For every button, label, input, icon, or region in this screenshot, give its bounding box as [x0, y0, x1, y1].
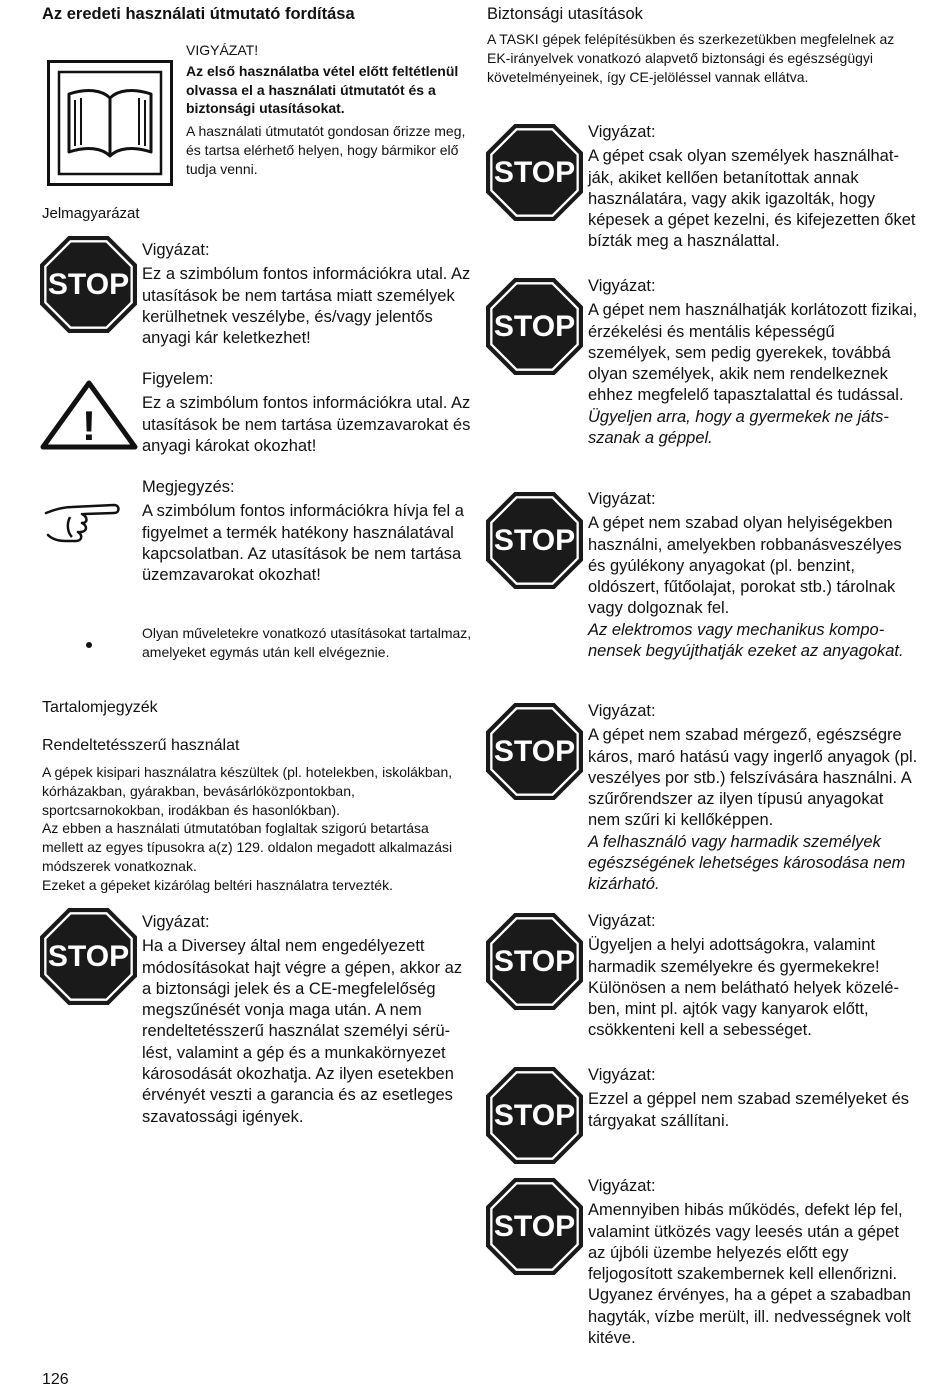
page-number: 126 [42, 1371, 69, 1388]
safety-warning [588, 1176, 918, 1349]
warning-text: Ezzel a géppel nem szabad személyeket és tárgyakat szállítani. [588, 1090, 910, 1130]
warning-triangle-icon [40, 380, 138, 450]
warning-text: Ha a Diversey által nem engedélyezett módosításokat hajt végre a gépen, akkor az a biztonsági jelek és a CE-megfelelőség megszűnését vonja maga után. A nem rendeltetésszerű használat személyi sérülést, valamint a gép és a munkakörnyezet károsodását okozhatja. Az ilyen esetekben érvényét veszti a garancia és az esetleges szavatossági igények. [142, 937, 463, 1126]
stop-label: STOP [493, 524, 576, 558]
stop-label: STOP [493, 156, 576, 190]
warning-text: A gépet nem használhatják korlátozott fizikai, érzékelési és mentális képességű személyek, sem pedig gyerekek, továbbá olyan személyek, akik nem rendelkeznek ehhez megfelelő tapasztalattal és tudással. [588, 301, 918, 405]
legend-heading: Megjegyzés: [142, 478, 235, 496]
legend-text: Ez a szimbólum fontos információkra utal. Az utasítások be nem tartása üzemzavarokat és anyagi károkat okozhat! [142, 394, 471, 455]
stop-sign-icon [486, 913, 583, 1010]
warning-heading: Vigyázat: [588, 277, 656, 295]
intro-heading: VIGYÁZAT! [186, 42, 259, 58]
usage-warning [142, 912, 472, 1128]
legend-text: Olyan műveletekre vonatkozó utasításokat tartalmaz, amelyeket egymás után kell elvégeznie. [142, 625, 472, 660]
stop-label: STOP [493, 1210, 576, 1244]
warning-heading: Vigyázat: [588, 912, 656, 930]
legend-item-bullet [142, 624, 472, 662]
usage-paragraph: Az ebben a használati útmutatóban foglaltak szigorú betartása mellett az egyes típusokra a(z) 129. oldalon megadott alkalmazási módszerek vonatkoznak. [42, 820, 453, 874]
intro-bold-text: Az első használatba vétel előtt feltétlenül olvassa el a használati útmutatót és a biztonsági utasításokat. [186, 62, 459, 117]
usage-paragraph: A gépek kisipari használatra készültek (pl. hotelekben, iskolákban, kórházakban, gyárakban, bevásárlóközpontokban, sportcsarnokokban, irodákban és hasonlókban). [42, 764, 453, 818]
warning-heading: Vigyázat: [588, 1177, 656, 1195]
warning-italic: Az elektromos vagy mechanikus komponensek begyújthatják ezeket az anyagokat. [588, 620, 904, 661]
stop-label: STOP [493, 1099, 576, 1133]
safety-intro: A TASKI gépek felépítésükben és szerkezetükben megfelelnek az EK-irányelvek vonatkozó alapvető biztonsági és egészségügyi követelményeinek, így CE-jelöléssel vannak ellátva. [487, 31, 895, 85]
legend-item-note [142, 477, 472, 586]
intro-text: A használati útmutatót gondosan őrizze meg, és tartsa elérhető helyen, hogy bármikor elő tudja venni. [186, 123, 466, 177]
stop-label: STOP [47, 940, 130, 974]
safety-warning [588, 122, 918, 253]
warning-heading: Vigyázat: [142, 913, 210, 931]
warning-mark: ! [82, 402, 96, 449]
stop-label: STOP [493, 735, 576, 769]
warning-italic: A felhasználó vagy harmadik személyek egészségének lehetséges károsodása nem kizárható. [588, 832, 906, 894]
legend-text: Ez a szimbólum fontos információkra utal. Az utasítások be nem tartása miatt személyek kerülhetnek veszélybe, és/vagy jelentős anyagi kár keletkezhet! [142, 265, 471, 348]
stop-sign-icon [486, 278, 583, 375]
legend-title: Jelmagyarázat [42, 205, 140, 222]
usage-text [42, 763, 472, 895]
warning-heading: Vigyázat: [588, 702, 656, 720]
warning-heading: Vigyázat: [588, 490, 656, 508]
warning-italic: Ügyeljen arra, hogy a gyermekek ne játsszanak a géppel. [588, 407, 889, 448]
bullet-icon [86, 642, 92, 648]
usage-paragraph: Ezeket a gépeket kizárólag beltéri használatra tervezték. [42, 876, 393, 893]
legend-item-attention [142, 369, 472, 457]
warning-heading: Vigyázat: [588, 123, 656, 141]
stop-label: STOP [493, 945, 576, 979]
legend-heading: Figyelem: [142, 370, 214, 388]
legend-item-stop [142, 240, 472, 349]
safety-warning [588, 276, 918, 449]
toc-title: Tartalomjegyzék [42, 699, 158, 716]
warning-text: A gépet nem szabad olyan helyiségekben használni, amelyekben robbanásveszélyes és gyúlékony anyagokat (pl. benzint, oldószert, fűtőolajat, porokat stb.) tárolnak vagy dolgoznak fel. [588, 514, 902, 618]
intro-block [186, 41, 476, 179]
stop-sign-icon [40, 908, 137, 1005]
safety-warning [588, 1065, 918, 1132]
legend-heading: Vigyázat: [142, 241, 210, 259]
warning-text: A gépet nem szabad mérgező, egészségre káros, maró hatású vagy ingerlő anyagok (pl. veszélyes por stb.) felszívására használni. A szűrőrendszer az ilyen típusú anyagokat nem szűri ki kellőképpen. [588, 726, 918, 830]
usage-title: Rendeltetésszerű használat [42, 737, 240, 754]
stop-sign-icon [486, 1067, 583, 1164]
page-title: Az eredeti használati útmutató fordítása [42, 5, 355, 23]
stop-sign-icon [486, 124, 583, 221]
safety-warning [588, 489, 918, 662]
stop-label: STOP [47, 268, 130, 302]
safety-title: Biztonsági utasítások [487, 5, 643, 23]
warning-text: Ügyeljen a helyi adottságokra, valamint harmadik személyekre és gyermekekre! Különösen a nem belátható helyek közelében, mint pl. ajtók vagy kanyarok előtt, csökkenteni kell a sebességet. [588, 936, 899, 1040]
warning-text: A gépet csak olyan személyek használhatják, akiket kellően betanítottak annak használatára, vagy akik igazolták, hogy képesek a gépet kezelni, és kifejezetten őket bízták meg a használattal. [588, 147, 916, 251]
stop-sign-icon [40, 236, 137, 333]
warning-text: Amennyiben hibás működés, defekt lép fel, valamint ütközés vagy leesés után a gépet az újbóli üzembe helyezés előtt egy feljogosított szakembernek kell ellenőrizni. Ugyanez érvényes, ha a gépet a szabadban hagyták, vízbe merült, ill. nedvességnek volt kitéve. [588, 1201, 911, 1348]
stop-sign-icon [486, 1178, 583, 1275]
safety-warning [588, 911, 918, 1042]
stop-sign-icon [486, 703, 583, 800]
stop-label: STOP [493, 310, 576, 344]
legend-text: A szimbólum fontos információkra hívja fel a figyelmet a termék hatékony használatával kapcsolatban. Az utasítások be nem tartása üzemzavarokat okozhat! [142, 502, 464, 585]
safety-warning [588, 701, 918, 896]
stop-sign-icon [486, 492, 583, 589]
pointing-hand-icon [42, 495, 122, 555]
warning-heading: Vigyázat: [588, 1066, 656, 1084]
read-manual-icon [47, 60, 173, 186]
